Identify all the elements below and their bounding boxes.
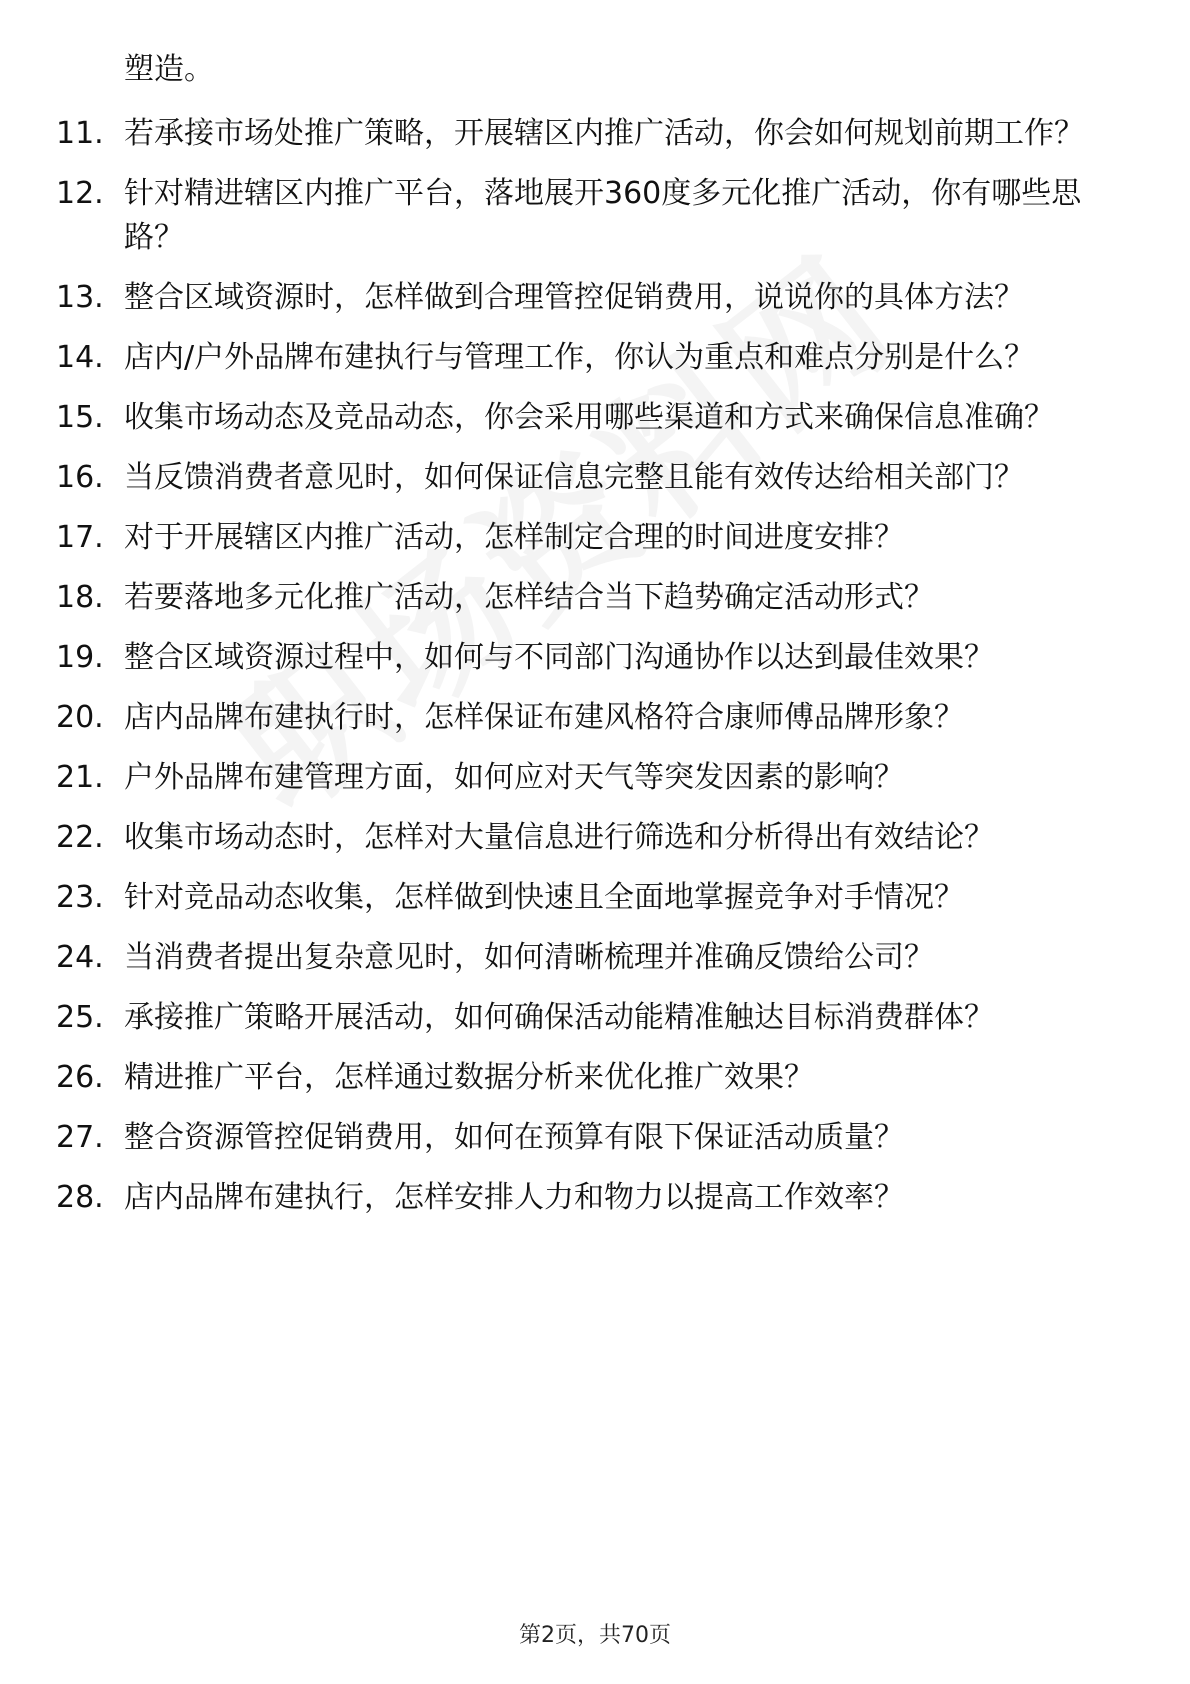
item-number: 15. [56,400,104,435]
item-text: 精进推广平台，怎样通过数据分析来优化推广效果？ [124,1060,814,1095]
item-number: 13. [56,280,104,315]
list-item [56,172,1126,260]
list-item [56,636,1126,680]
item-text: 收集市场动态时，怎样对大量信息进行筛选和分析得出有效结论？ [124,820,994,855]
item-number: 21. [56,760,104,795]
item-text: 收集市场动态及竞品动态，你会采用哪些渠道和方式来确保信息准确？ [124,400,1054,435]
item-text: 店内/户外品牌布建执行与管理工作，你认为重点和难点分别是什么？ [124,340,1035,375]
list-item [56,396,1126,440]
question-list [56,112,1126,1236]
item-number: 27. [56,1120,104,1155]
item-text: 针对精进辖区内推广平台，落地展开360度多元化推广活动，你有哪些思路？ [124,176,1082,255]
item-number: 18. [56,580,104,615]
item-number: 24. [56,940,104,975]
item-text: 当消费者提出复杂意见时，如何清晰梳理并准确反馈给公司？ [124,940,934,975]
list-item [56,696,1126,740]
item-number: 23. [56,880,104,915]
list-item [56,456,1126,500]
item-text: 承接推广策略开展活动，如何确保活动能精准触达目标消费群体？ [124,1000,994,1035]
item-number: 12. [56,176,104,211]
item-text: 整合区域资源过程中，如何与不同部门沟通协作以达到最佳效果？ [124,640,994,675]
list-item [56,276,1126,320]
continuation-text: 塑造。 [124,52,214,87]
item-number: 11. [56,116,104,151]
item-text: 户外品牌布建管理方面，如何应对天气等突发因素的影响？ [124,760,904,795]
list-item [56,576,1126,620]
item-text: 当反馈消费者意见时，如何保证信息完整且能有效传达给相关部门？ [124,460,1024,495]
list-item [56,996,1126,1040]
item-text: 整合区域资源时，怎样做到合理管控促销费用，说说你的具体方法？ [124,280,1024,315]
item-text: 针对竞品动态收集，怎样做到快速且全面地掌握竞争对手情况？ [124,880,964,915]
list-item [56,1176,1126,1220]
list-item [56,936,1126,980]
item-number: 17. [56,520,104,555]
list-item [56,336,1126,380]
item-number: 25. [56,1000,104,1035]
item-text: 若承接市场处推广策略，开展辖区内推广活动，你会如何规划前期工作？ [124,116,1084,151]
item-text: 对于开展辖区内推广活动，怎样制定合理的时间进度安排？ [124,520,904,555]
list-item [56,112,1126,156]
item-text: 若要落地多元化推广活动，怎样结合当下趋势确定活动形式？ [124,580,934,615]
list-item [56,516,1126,560]
item-text: 店内品牌布建执行，怎样安排人力和物力以提高工作效率？ [124,1180,904,1215]
item-number: 19. [56,640,104,675]
list-item [56,1116,1126,1160]
item-text: 整合资源管控促销费用，如何在预算有限下保证活动质量？ [124,1120,904,1155]
item-number: 22. [56,820,104,855]
item-number: 28. [56,1180,104,1215]
list-item [56,876,1126,920]
item-number: 20. [56,700,104,735]
item-number: 26. [56,1060,104,1095]
item-number: 16. [56,460,104,495]
list-item [56,756,1126,800]
list-item [56,1056,1126,1100]
list-item [56,816,1126,860]
page-footer: 第2页，共70页 [519,1623,671,1648]
item-text: 店内品牌布建执行时，怎样保证布建风格符合康师傅品牌形象？ [124,700,964,735]
item-number: 14. [56,340,104,375]
